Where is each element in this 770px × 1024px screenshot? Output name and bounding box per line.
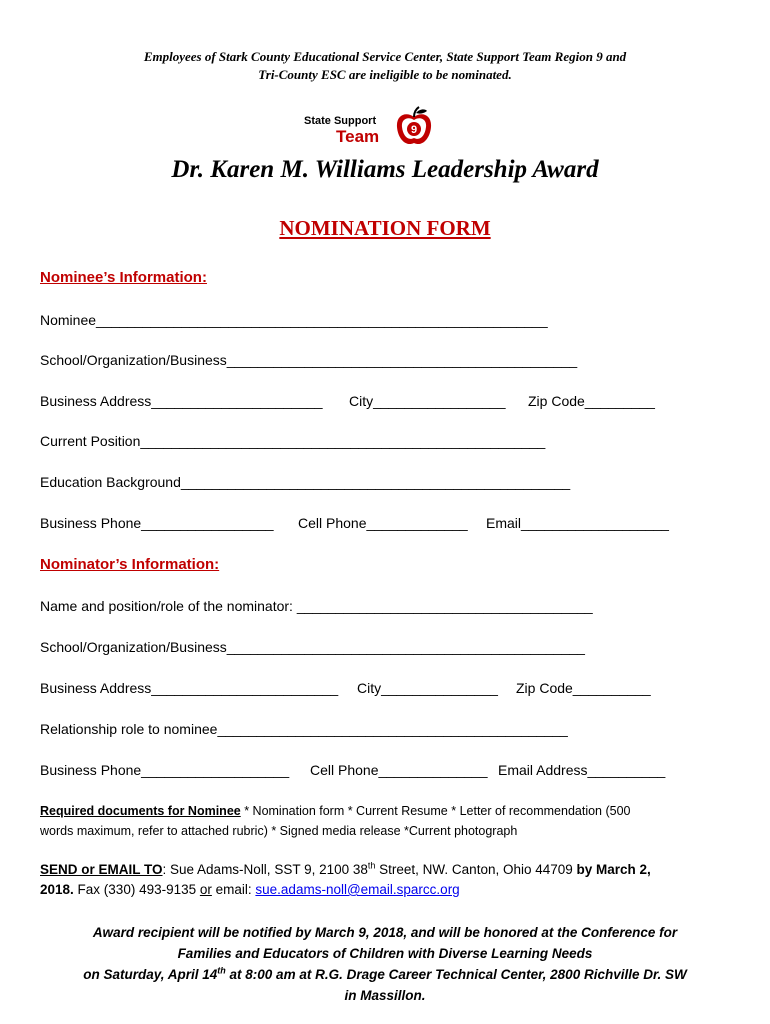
disclaimer-line-1: Employees of Stark County Educational Service Center, State Support Team Region 9 and <box>143 49 627 64</box>
nominator-zip-field[interactable]: Zip Code__________ <box>516 680 651 696</box>
award-title: Dr. Karen M. Williams Leadership Award <box>171 156 599 183</box>
send-email-prefix: email: <box>211 882 256 897</box>
send-or: or <box>199 882 212 897</box>
send-fax: Fax (330) 493-9135 <box>73 882 200 897</box>
nominator-school-field[interactable]: School/Organization/Business______________________________________________ <box>40 639 585 655</box>
notice-line-1: Award recipient will be notified by March 9, 2018, and will be honored at the Conference for <box>92 925 678 940</box>
send-deadline-a: by March 2, <box>576 862 651 877</box>
send-address-b: Street, NW. Canton, Ohio 44709 <box>375 862 577 877</box>
nominee-section-heading: Nominee’s Information: <box>40 269 207 286</box>
required-documents <box>40 801 631 841</box>
nominee-education-field[interactable]: Education Background__________________________________________________ <box>40 474 571 490</box>
nominator-city-field[interactable]: City_______________ <box>357 680 498 696</box>
nominator-email-field[interactable]: Email Address__________ <box>498 762 666 778</box>
nominee-address-field[interactable]: Business Address______________________ <box>40 393 323 409</box>
notice-line-3b: at 8:00 am at R.G. Drage Career Technical Center, 2800 Richville Dr. SW <box>225 967 687 982</box>
required-documents-text-1: * Nomination form * Current Resume * Letter of recommendation (500 <box>240 804 631 818</box>
notice-line-2: Families and Educators of Children with Diverse Learning Needs <box>177 946 593 961</box>
notice-line-4: in Massillon. <box>344 988 426 1003</box>
required-documents-text-2: words maximum, refer to attached rubric) * Signed media release *Current photograph <box>40 824 518 838</box>
nominee-email-field[interactable]: Email___________________ <box>486 515 669 531</box>
required-documents-label: Required documents for Nominee <box>40 804 241 818</box>
nominee-zip-field[interactable]: Zip Code_________ <box>528 393 655 409</box>
nominee-name-field[interactable]: Nominee__________________________________________________________ <box>40 312 548 328</box>
form-title: NOMINATION FORM <box>279 216 491 240</box>
nominee-cell-field[interactable]: Cell Phone_____________ <box>298 515 468 531</box>
notice-line-3-sup: th <box>217 965 226 976</box>
send-label: SEND or EMAIL TO <box>40 862 163 877</box>
apple-icon <box>392 105 436 149</box>
logo-text-line-1: State Support <box>304 115 377 127</box>
send-address-sup: th <box>367 860 376 871</box>
notice-line-3a: on Saturday, April 14 <box>83 967 218 982</box>
send-instructions <box>40 860 651 900</box>
nominator-relationship-field[interactable]: Relationship role to nominee_____________________________________________ <box>40 721 568 737</box>
send-address-a: : Sue Adams-Noll, SST 9, 2100 38 <box>162 862 368 877</box>
nominator-cell-field[interactable]: Cell Phone______________ <box>310 762 488 778</box>
nominee-school-field[interactable]: School/Organization/Business_____________________________________________ <box>40 352 578 368</box>
nominator-phone-field[interactable]: Business Phone___________________ <box>40 762 290 778</box>
state-support-team-logo <box>300 103 440 155</box>
logo-text-line-2: Team <box>336 127 380 146</box>
nominee-city-field[interactable]: City_________________ <box>349 393 506 409</box>
disclaimer-line-2: Tri-County ESC are ineligible to be nominated. <box>258 67 512 82</box>
nominee-position-field[interactable]: Current Position____________________________________________________ <box>40 433 546 449</box>
nominator-address-field[interactable]: Business Address________________________ <box>40 680 339 696</box>
send-email-link[interactable]: sue.adams-noll@email.sparcc.org <box>255 882 460 897</box>
nominator-name-field[interactable]: Name and position/role of the nominator: ______________________________________ <box>40 598 593 614</box>
award-notice <box>0 922 770 1006</box>
nominator-section-heading: Nominator’s Information: <box>40 556 220 573</box>
nominee-phone-field[interactable]: Business Phone_________________ <box>40 515 274 531</box>
send-deadline-b: 2018. <box>40 882 74 897</box>
logo-number: 9 <box>410 124 418 136</box>
